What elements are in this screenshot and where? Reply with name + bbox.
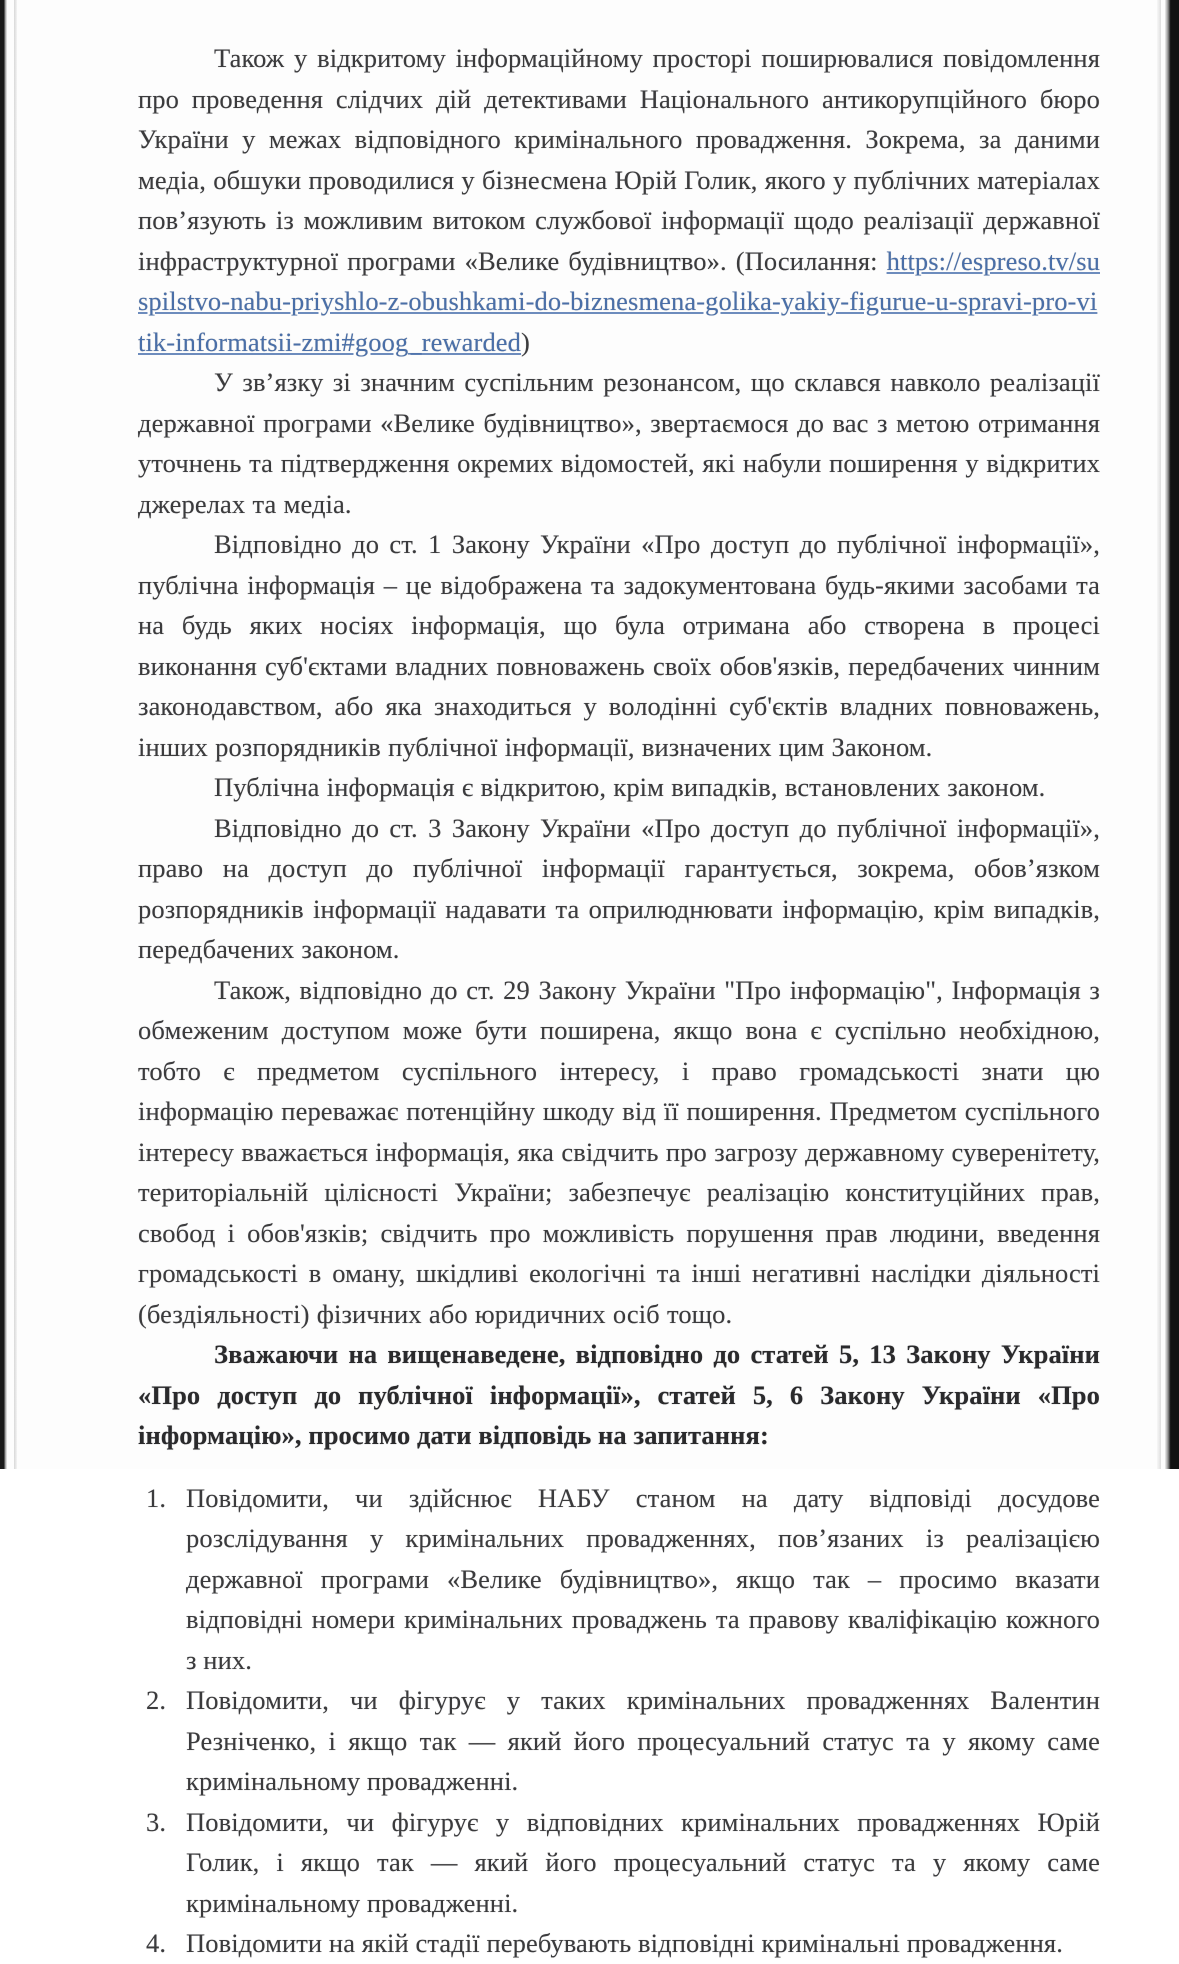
list-item: Повідомити на якій стадії перебувають відповідні кримінальні провадження. <box>186 1928 1063 1958</box>
paragraph-text-lead: Також у відкритому інформаційному просторі поширювалися повідомлення про проведення слідчих дій детективами Національного антикорупційного бюро України у межах відповідного кримінального провадження. Зокрема, за даними медіа, обшуки проводилися у бізнесмена Юрій Голик, якого у публічних матеріалах пов’язують із можливим витоком службової інформації щодо реалізації державної інфраструктурної програми «Велике будівництво». (Посилання: <box>138 43 1100 276</box>
list-item: Повідомити, чи здійснює НАБУ станом на дату відповіді досудове розслідування у кримінальних провадженнях, пов’язаних із реалізацією державної програми «Велике будівництво», якщо так – просимо вказати відповідні номери кримінальних проваджень та правову кваліфікацію кожного з них. <box>186 1482 1100 1675</box>
paragraph-public-info-open: Публічна інформація є відкритою, крім випадків, встановлених законом. <box>214 772 1046 802</box>
spacer <box>138 1456 1100 1478</box>
questions-list <box>138 1478 1100 1964</box>
scan-edge-left-secondary <box>14 0 17 1469</box>
paragraph-request-intro: Зважаючи на вищенаведене, відповідно до статей 5, 13 Закону України «Про доступ до публічної інформації», статей 5, 6 Закону України «Про інформацію», просимо дати відповідь на запитання: <box>138 1339 1100 1450</box>
list-item: Повідомити, чи фігурує у таких кримінальних провадженнях Валентин Резніченко, і якщо так — який його процесуальний статус та у якому саме кримінальному провадженні. <box>186 1685 1100 1796</box>
paragraph-text-tail: ) <box>521 326 530 357</box>
scan-edge-right-secondary <box>1157 0 1161 1469</box>
paragraph-nabu-searches <box>138 38 1100 362</box>
scan-edge-left <box>0 0 7 1469</box>
scan-edge-right <box>1165 0 1179 1469</box>
paragraph-article-1-definition: Відповідно до ст. 1 Закону України «Про доступ до публічної інформації», публічна інформація – це відображена та задокументована будь-якими засобами та на будь яких носіях інформація, що була отримана або створена в процесі виконання суб'єктами владних повноважень своїх обов'язків, передбачених чинним законодавством, або яка знаходиться у володінні суб'єктів владних повноважень, інших розпорядників публічної інформації, визначених цим Законом. <box>138 529 1100 762</box>
paragraph-public-resonance: У зв’язку зі значним суспільним резонансом, що склався навколо реалізації державної програми «Велике будівництво», звертаємося до вас з метою отримання уточнень та підтвердження окремих відомостей, які набули поширення у відкритих джерелах та медіа. <box>138 367 1100 519</box>
paragraph-article-29-restricted-info: Також, відповідно до ст. 29 Закону України "Про інформацію", Інформація з обмеженим доступом може бути поширена, якщо вона є суспільно необхідною, тобто є предметом суспільного інтересу, і право громадськості знати цю інформацію переважає потенційну шкоду від її поширення. Предметом суспільного інтересу вважається інформація, яка свідчить про загрозу державному суверенітету, територіальній цілісності України; забезпечує реалізацію конституційних прав, свобод і обов'язків; свідчить про можливість порушення прав людини, введення громадськості в оману, шкідливі екологічні та інші негативні наслідки діяльності (бездіяльності) фізичних або юридичних осіб тощо. <box>138 974 1100 1329</box>
paragraph-article-3-access-right: Відповідно до ст. 3 Закону України «Про доступ до публічної інформації», право на доступ до публічної інформації гарантується, зокрема, обов’язком розпорядників інформації надавати та оприлюднювати інформацію, крім випадків, передбачених законом. <box>138 812 1100 964</box>
espreso-source-link[interactable]: https://espreso.tv/suspilstvo-nabu-priyshlo-z-obushkami-do-biznesmena-golika-yakiy-figurue-u-spravi-pro-vitik-informatsii-zmi#goog_rewarded <box>138 245 1100 357</box>
list-item: Повідомити, чи фігурує у відповідних кримінальних провадженнях Юрій Голик, і якщо так — який його процесуальний статус та у якому саме кримінальному провадженні. <box>186 1806 1100 1918</box>
document-body <box>138 38 1100 1964</box>
